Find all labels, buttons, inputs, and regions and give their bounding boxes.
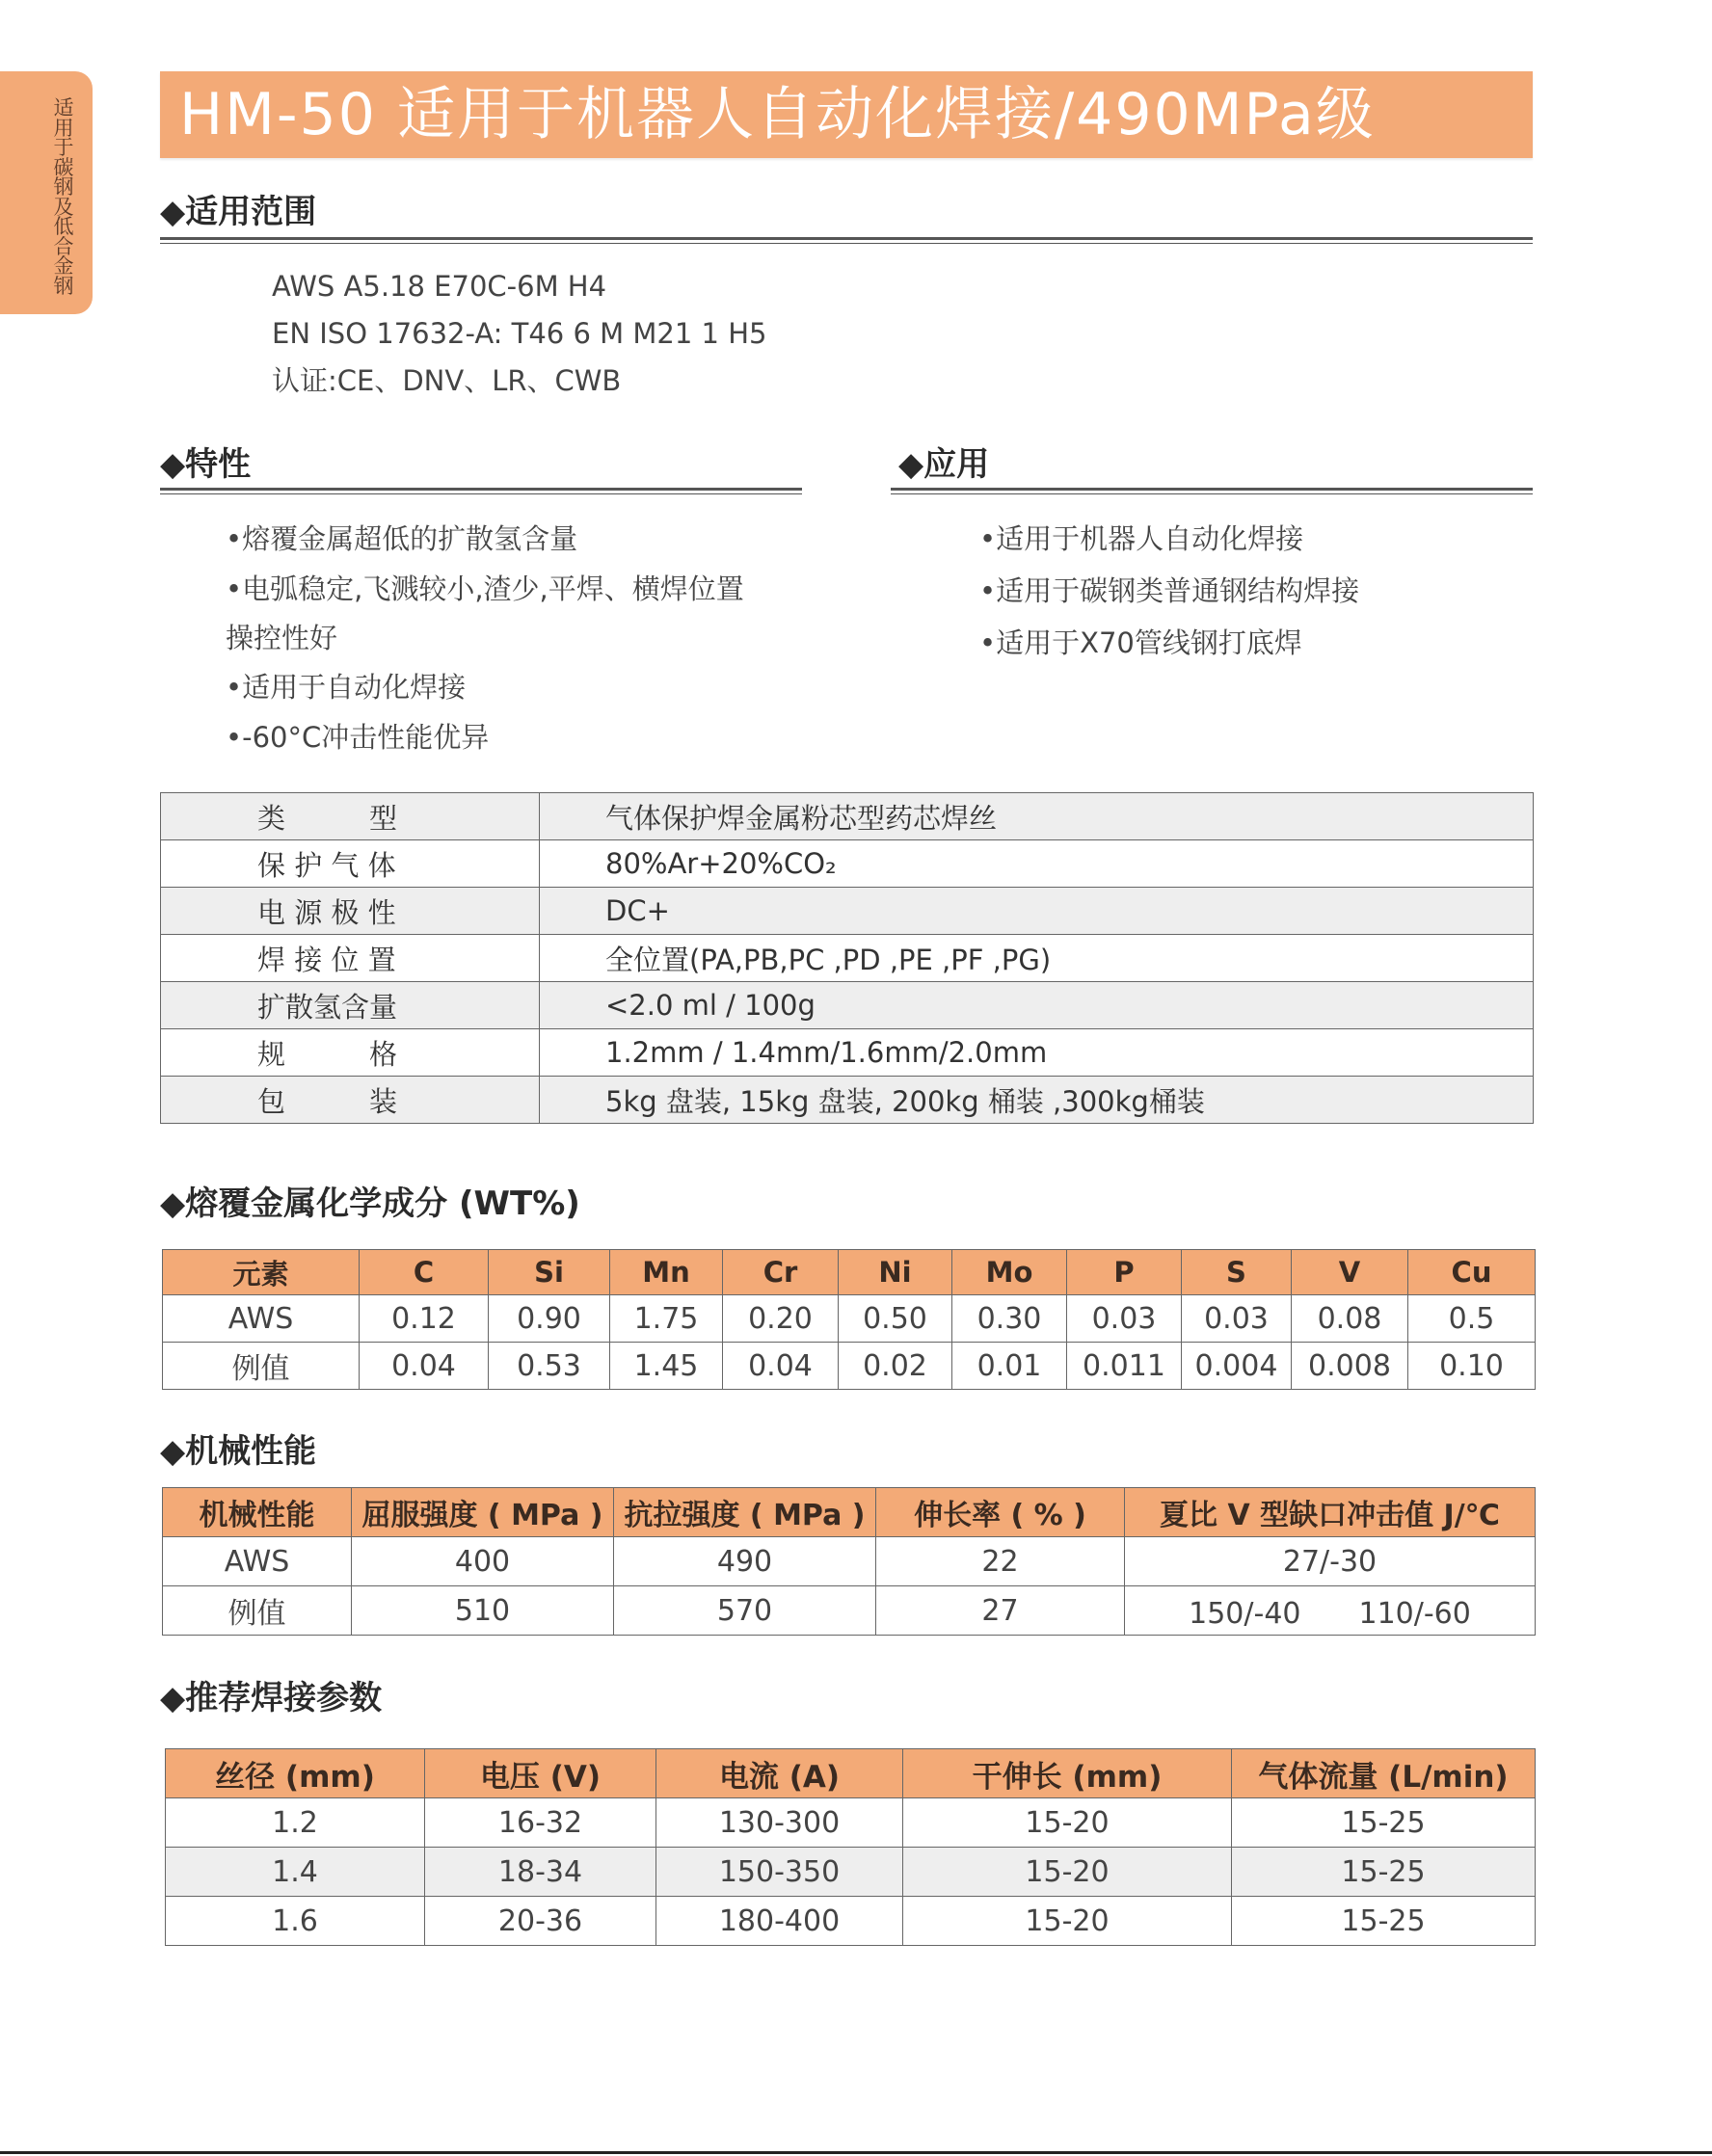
weld-cell: 180-400 bbox=[656, 1897, 903, 1946]
chem-header: Cu bbox=[1408, 1250, 1536, 1295]
weld-cell: 150-350 bbox=[656, 1848, 903, 1897]
table-row bbox=[166, 1798, 1536, 1848]
table-row bbox=[161, 793, 1534, 840]
weld-header: 气体流量 (L/min) bbox=[1232, 1749, 1536, 1798]
weld-cell: 18-34 bbox=[425, 1848, 656, 1897]
feature-item: 操控性好 bbox=[226, 622, 338, 654]
property-value: <2.0 ml / 100g bbox=[540, 982, 1534, 1029]
feature-item: •适用于自动化焊接 bbox=[226, 671, 467, 704]
chem-cell: AWS bbox=[163, 1295, 360, 1343]
table-row bbox=[163, 1537, 1536, 1586]
mech-header: 夏比 V 型缺口冲击值 J/℃ bbox=[1125, 1488, 1536, 1537]
property-key: 保 护 气 体 bbox=[161, 840, 540, 888]
mech-cell: 570 bbox=[614, 1586, 876, 1636]
chem-header: P bbox=[1067, 1250, 1182, 1295]
chem-header: Mn bbox=[610, 1250, 723, 1295]
chem-header: C bbox=[360, 1250, 489, 1295]
chem-header: 元素 bbox=[163, 1250, 360, 1295]
property-key: 焊 接 位 置 bbox=[161, 935, 540, 982]
weld-cell: 15-25 bbox=[1232, 1897, 1536, 1946]
page-title: HM-50 适用于机器人自动化焊接/490MPa级 bbox=[179, 81, 1376, 148]
feature-item: •电弧稳定,飞溅较小,渣少,平焊、横焊位置 bbox=[226, 572, 744, 605]
chem-cell: 0.10 bbox=[1408, 1343, 1536, 1390]
mech-header: 伸长率 ( % ) bbox=[876, 1488, 1125, 1537]
property-value: 全位置(PA,PB,PC ,PD ,PE ,PF ,PG) bbox=[540, 935, 1534, 982]
mech-cell: 27 bbox=[876, 1586, 1125, 1636]
scope-line: 认证:CE、DNV、LR、CWB bbox=[272, 364, 622, 397]
chem-header: Cr bbox=[723, 1250, 839, 1295]
chem-heading: ◆熔覆金属化学成分 (WT%) bbox=[160, 1184, 580, 1223]
chem-cell: 0.03 bbox=[1182, 1295, 1292, 1343]
chem-cell: 0.50 bbox=[839, 1295, 952, 1343]
chem-header: Si bbox=[489, 1250, 610, 1295]
chem-cell: 0.02 bbox=[839, 1343, 952, 1390]
weld-cell: 15-25 bbox=[1232, 1798, 1536, 1848]
chem-header: Ni bbox=[839, 1250, 952, 1295]
table-row bbox=[163, 1295, 1536, 1343]
weld-header: 电流 (A) bbox=[656, 1749, 903, 1798]
property-value: 80%Ar+20%CO₂ bbox=[540, 840, 1534, 888]
table-row bbox=[161, 1077, 1534, 1124]
application-item: •适用于碳钢类普通钢结构焊接 bbox=[979, 574, 1360, 607]
weld-cell: 1.6 bbox=[166, 1897, 425, 1946]
property-key: 包 装 bbox=[161, 1077, 540, 1124]
mech-cell: 510 bbox=[352, 1586, 614, 1636]
property-key: 规 格 bbox=[161, 1029, 540, 1077]
property-key: 电 源 极 性 bbox=[161, 888, 540, 935]
mech-heading: ◆机械性能 bbox=[160, 1432, 317, 1471]
feature-item: •-60°C冲击性能优异 bbox=[226, 721, 490, 754]
chem-cell: 0.008 bbox=[1292, 1343, 1408, 1390]
properties-table bbox=[160, 792, 1534, 1124]
property-value: 5kg 盘装, 15kg 盘装, 200kg 桶装 ,300kg桶装 bbox=[540, 1077, 1534, 1124]
chem-cell: 0.90 bbox=[489, 1295, 610, 1343]
weld-cell: 20-36 bbox=[425, 1897, 656, 1946]
chem-cell: 0.04 bbox=[723, 1343, 839, 1390]
table-row bbox=[161, 888, 1534, 935]
weld-cell: 1.4 bbox=[166, 1848, 425, 1897]
chem-cell: 0.30 bbox=[952, 1295, 1067, 1343]
chem-cell: 0.53 bbox=[489, 1343, 610, 1390]
property-key: 扩散氢含量 bbox=[161, 982, 540, 1029]
chem-cell: 1.45 bbox=[610, 1343, 723, 1390]
property-value: 气体保护焊金属粉芯型药芯焊丝 bbox=[540, 793, 1534, 840]
chem-cell: 0.011 bbox=[1067, 1343, 1182, 1390]
chem-header: V bbox=[1292, 1250, 1408, 1295]
property-value: 1.2mm / 1.4mm/1.6mm/2.0mm bbox=[540, 1029, 1534, 1077]
table-row bbox=[161, 935, 1534, 982]
chem-cell: 0.5 bbox=[1408, 1295, 1536, 1343]
mech-cell: 例值 bbox=[163, 1586, 352, 1636]
chem-cell: 1.75 bbox=[610, 1295, 723, 1343]
chem-header: S bbox=[1182, 1250, 1292, 1295]
applications-heading: ◆应用 bbox=[898, 445, 990, 484]
chem-cell: 0.004 bbox=[1182, 1343, 1292, 1390]
weld-table bbox=[165, 1748, 1536, 1946]
mech-cell: 400 bbox=[352, 1537, 614, 1586]
weld-cell: 15-25 bbox=[1232, 1848, 1536, 1897]
mech-table bbox=[162, 1487, 1536, 1636]
mech-cell: 150/-40 110/-60 bbox=[1125, 1586, 1536, 1636]
page-bottom-rule bbox=[0, 2151, 1712, 2154]
property-key: 类 型 bbox=[161, 793, 540, 840]
side-category-tab bbox=[0, 71, 93, 314]
table-row bbox=[161, 840, 1534, 888]
mech-cell: 490 bbox=[614, 1537, 876, 1586]
application-item: •适用于机器人自动化焊接 bbox=[979, 522, 1304, 555]
chem-cell: 0.08 bbox=[1292, 1295, 1408, 1343]
mech-header-row bbox=[163, 1488, 1536, 1537]
scope-line: EN ISO 17632-A: T46 6 M M21 1 H5 bbox=[272, 317, 767, 350]
chem-cell: 0.12 bbox=[360, 1295, 489, 1343]
table-row bbox=[163, 1586, 1536, 1636]
mech-header: 抗拉强度 ( MPa ) bbox=[614, 1488, 876, 1537]
table-row bbox=[166, 1897, 1536, 1946]
table-row bbox=[161, 1029, 1534, 1077]
mech-cell: 22 bbox=[876, 1537, 1125, 1586]
table-row bbox=[163, 1343, 1536, 1390]
feature-item: •熔覆金属超低的扩散氢含量 bbox=[226, 522, 578, 555]
features-heading: ◆特性 bbox=[160, 445, 252, 484]
weld-cell: 16-32 bbox=[425, 1798, 656, 1848]
weld-cell: 15-20 bbox=[903, 1798, 1232, 1848]
title-banner bbox=[160, 71, 1533, 158]
scope-heading: ◆适用范围 bbox=[160, 193, 317, 231]
applications-rule bbox=[891, 488, 1533, 494]
scope-rule bbox=[160, 237, 1533, 244]
weld-header-row bbox=[166, 1749, 1536, 1798]
chem-header-row bbox=[163, 1250, 1536, 1295]
side-category-label: 适用于碳钢及低合金钢 bbox=[53, 96, 74, 298]
weld-cell: 130-300 bbox=[656, 1798, 903, 1848]
application-item: •适用于X70管线钢打底焊 bbox=[979, 626, 1302, 659]
scope-line: AWS A5.18 E70C-6M H4 bbox=[272, 270, 607, 303]
weld-heading: ◆推荐焊接参数 bbox=[160, 1679, 383, 1717]
mech-header: 机械性能 bbox=[163, 1488, 352, 1537]
chem-cell: 0.20 bbox=[723, 1295, 839, 1343]
chem-header: Mo bbox=[952, 1250, 1067, 1295]
weld-cell: 1.2 bbox=[166, 1798, 425, 1848]
table-row bbox=[166, 1848, 1536, 1897]
weld-cell: 15-20 bbox=[903, 1897, 1232, 1946]
property-value: DC+ bbox=[540, 888, 1534, 935]
weld-header: 干伸长 (mm) bbox=[903, 1749, 1232, 1798]
mech-cell: 27/-30 bbox=[1125, 1537, 1536, 1586]
chem-cell: 0.04 bbox=[360, 1343, 489, 1390]
chem-cell: 0.01 bbox=[952, 1343, 1067, 1390]
chem-table bbox=[162, 1249, 1536, 1390]
table-row bbox=[161, 982, 1534, 1029]
mech-header: 屈服强度 ( MPa ) bbox=[352, 1488, 614, 1537]
weld-header: 丝径 (mm) bbox=[166, 1749, 425, 1798]
chem-cell: 0.03 bbox=[1067, 1295, 1182, 1343]
chem-cell: 例值 bbox=[163, 1343, 360, 1390]
weld-cell: 15-20 bbox=[903, 1848, 1232, 1897]
weld-header: 电压 (V) bbox=[425, 1749, 656, 1798]
mech-cell: AWS bbox=[163, 1537, 352, 1586]
features-rule bbox=[160, 488, 802, 494]
